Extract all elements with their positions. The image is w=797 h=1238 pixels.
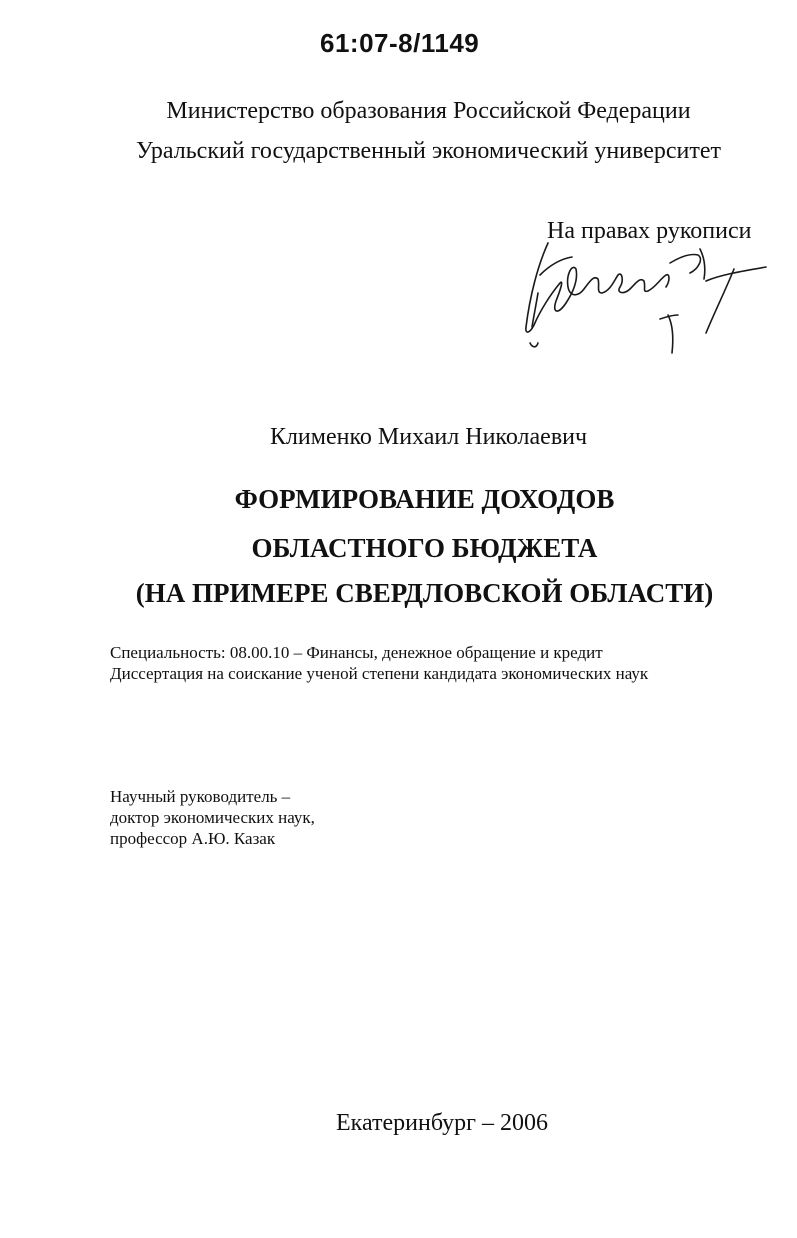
university-name: Уральский государственный экономический университет — [136, 138, 721, 164]
title-line-1: ФОРМИРОВАНИЕ ДОХОДОВ — [234, 484, 615, 514]
supervisor-line-1: Научный руководитель – — [110, 787, 291, 806]
city-year: Екатеринбург – 2006 — [336, 1110, 548, 1136]
supervisor-block — [110, 786, 315, 849]
supervisor-line-2: доктор экономических наук, — [110, 808, 315, 827]
supervisor-line-3: профессор А.Ю. Казак — [110, 829, 276, 848]
document-code: 61:07-8/1149 — [320, 28, 480, 58]
manuscript-rights-note: На правах рукописи — [547, 218, 752, 244]
handwritten-signature-icon — [520, 235, 770, 365]
ministry-name: Министерство образования Российской Федерации — [166, 98, 691, 124]
specialty-line: Специальность: 08.00.10 – Финансы, денежное обращение и кредит — [110, 643, 603, 662]
author-name: Клименко Михаил Николаевич — [269, 424, 588, 450]
title-line-2: ОБЛАСТНОГО БЮДЖЕТА — [251, 533, 598, 563]
title-line-3: (НА ПРИМЕРЕ СВЕРДЛОВСКОЙ ОБЛАСТИ) — [135, 578, 714, 608]
dissertation-degree-line: Диссертация на соискание ученой степени кандидата экономических наук — [110, 664, 649, 683]
